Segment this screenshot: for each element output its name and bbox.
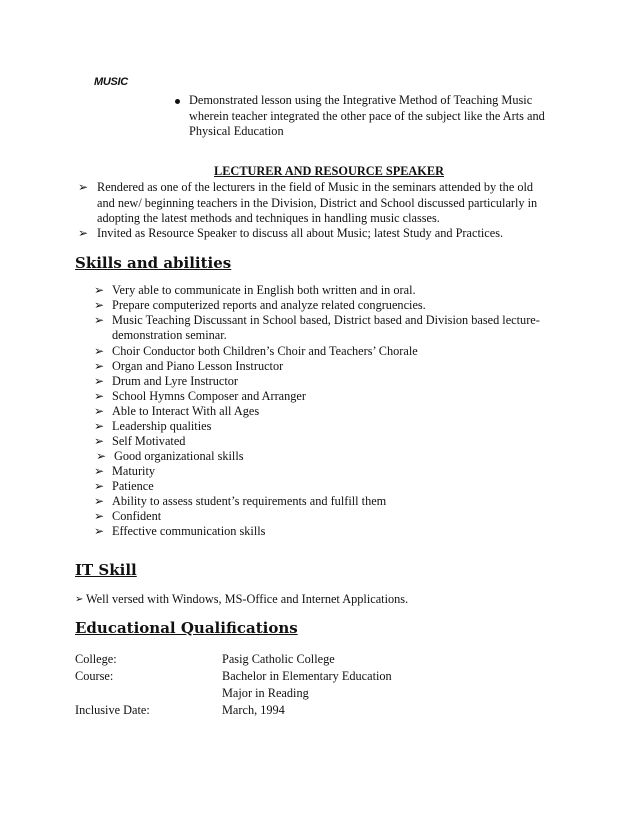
lecturer-line: Rendered as one of the lecturers in the field of Music in the seminars attended by the old — [97, 180, 534, 194]
arrow-bullet-icon: ➢ — [94, 464, 105, 478]
education-value: Pasig Catholic College — [222, 652, 335, 666]
arrow-bullet-icon: ➢ — [96, 449, 107, 463]
arrow-bullet-icon: ➢ — [94, 479, 105, 493]
skill-item: demonstration seminar. — [112, 328, 227, 342]
arrow-bullet-icon: ➢ — [94, 313, 105, 327]
skill-item: Self Motivated — [112, 434, 186, 448]
skill-item: Organ and Piano Lesson Instructor — [112, 359, 284, 373]
skill-item: Drum and Lyre Instructor — [112, 374, 239, 388]
education-value: Bachelor in Elementary Education — [222, 669, 392, 683]
arrow-bullet-icon: ➢ — [78, 180, 89, 194]
skill-item: Patience — [112, 479, 154, 493]
skill-item: Effective communication skills — [112, 524, 266, 538]
lecturer-line: adopting the latest methods and techniques in handling music classes. — [97, 211, 440, 225]
arrow-bullet-icon: ➢ — [94, 434, 105, 448]
arrow-bullet-icon: ➢ — [94, 494, 105, 508]
music-line: Demonstrated lesson using the Integrative Method of Teaching Music — [189, 93, 533, 107]
skill-item: Choir Conductor both Children’s Choir and Teachers’ Chorale — [112, 344, 418, 358]
arrow-bullet-icon: ➢ — [94, 283, 105, 297]
skill-item: Confident — [112, 509, 162, 523]
education-key: Inclusive Date: — [75, 703, 150, 717]
skill-item: Leadership qualities — [112, 419, 212, 433]
arrow-bullet-icon: ➢ — [94, 298, 105, 312]
lecturer-heading: LECTURER AND RESOURCE SPEAKER — [214, 164, 444, 178]
skill-item: Music Teaching Discussant in School based, District based and Division based lecture- — [112, 313, 540, 327]
it-skill-item: Well versed with Windows, MS-Office and Internet Applications. — [86, 592, 409, 606]
skill-item: Maturity — [112, 464, 156, 478]
education-key: College: — [75, 652, 117, 666]
arrow-bullet-icon: ➢ — [94, 419, 105, 433]
education-value: March, 1994 — [222, 703, 285, 717]
lecturer-line: and new/ beginning teachers in the Division, District and School discussed particularly in — [97, 196, 538, 210]
music-label: MUSIC — [94, 76, 128, 88]
arrow-bullet-icon: ➢ — [75, 594, 84, 605]
skill-item: Good organizational skills — [114, 449, 244, 463]
music-line: Physical Education — [189, 124, 284, 138]
arrow-bullet-icon: ➢ — [94, 344, 105, 358]
arrow-bullet-icon: ➢ — [94, 389, 105, 403]
education-key: Course: — [75, 669, 114, 683]
skill-item: School Hymns Composer and Arranger — [112, 389, 306, 403]
education-heading: Educational Qualifications — [75, 619, 298, 637]
skill-item: Very able to communicate in English both written and in oral. — [112, 283, 416, 297]
arrow-bullet-icon: ➢ — [94, 404, 105, 418]
music-line: wherein teacher integrated the other pace of the subject like the Arts and — [189, 109, 545, 123]
it-skill-heading: IT Skill — [75, 561, 137, 579]
lecturer-line: Invited as Resource Speaker to discuss all about Music; latest Study and Practices. — [97, 226, 504, 240]
arrow-bullet-icon: ➢ — [94, 509, 105, 523]
arrow-bullet-icon: ➢ — [94, 374, 105, 388]
arrow-bullet-icon: ➢ — [78, 226, 89, 240]
skill-item: Able to Interact With all Ages — [112, 404, 260, 418]
skills-heading: Skills and abilities — [75, 254, 232, 272]
education-value: Major in Reading — [222, 686, 309, 700]
skill-item: Prepare computerized reports and analyze related congruencies. — [112, 298, 426, 312]
arrow-bullet-icon: ➢ — [94, 524, 105, 538]
bullet-dot-icon — [175, 99, 180, 104]
skill-item: Ability to assess student’s requirements and fulfill them — [112, 494, 387, 508]
arrow-bullet-icon: ➢ — [94, 359, 105, 373]
